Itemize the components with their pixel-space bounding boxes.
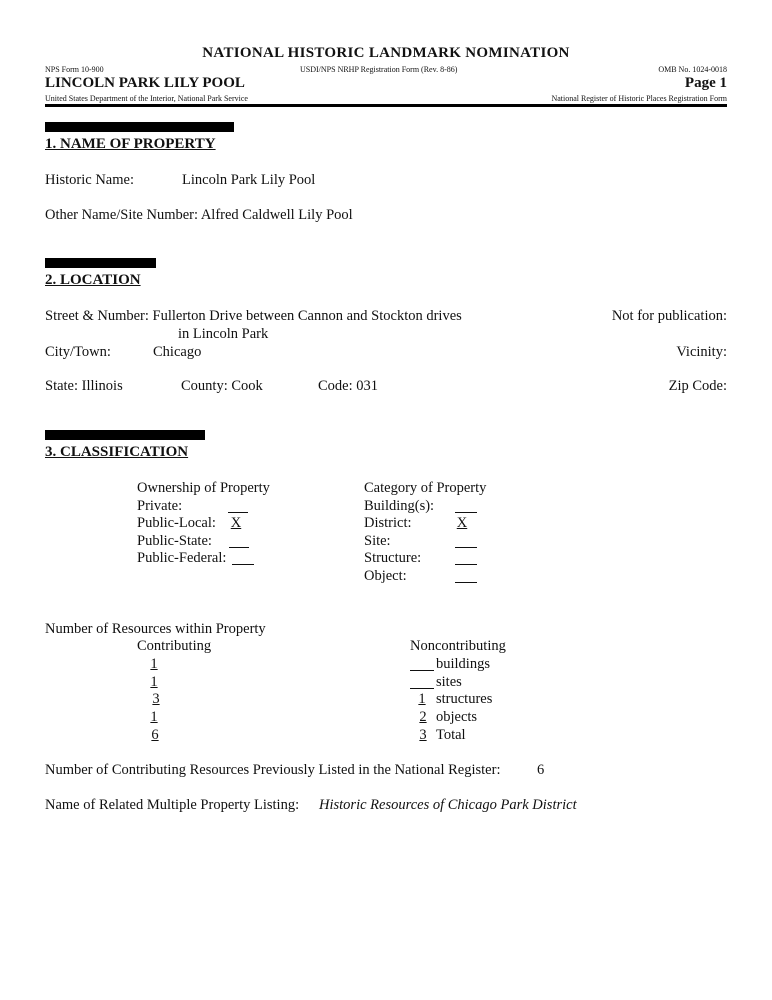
ownership-public-state-label: Public-State: <box>137 533 212 549</box>
previously-listed-value: 6 <box>537 762 545 778</box>
form-number: NPS Form 10-900 <box>45 65 104 74</box>
category-heading: Category of Property <box>364 480 487 496</box>
category-site-blank <box>455 547 477 548</box>
ownership-public-federal-blank <box>232 564 254 565</box>
category-district-label: District: <box>364 515 412 531</box>
historic-name-label: Historic Name: <box>45 172 134 188</box>
not-for-publication: Not for publication: <box>611 308 727 324</box>
contributing-sites: 1 <box>150 674 158 690</box>
noncontributing-heading: Noncontributing <box>410 638 506 654</box>
code: Code: 031 <box>318 378 379 394</box>
noncontributing-buildings-blank <box>410 670 434 671</box>
ownership-public-local-label: Public-Local: <box>137 515 216 531</box>
street-number: Street & Number: Fullerton Drive between Cannon and Stockton drives <box>45 308 462 324</box>
contributing-heading: Contributing <box>137 638 212 654</box>
contributing-objects: 1 <box>150 709 158 725</box>
state: State: Illinois <box>45 378 123 394</box>
city-value: Chicago <box>153 344 202 360</box>
section-3-heading: 3. CLASSIFICATION <box>45 444 189 460</box>
other-name: Other Name/Site Number: Alfred Caldwell Lily Pool <box>45 207 353 223</box>
section-2-heading: 2. LOCATION <box>45 272 141 288</box>
ownership-public-federal-label: Public-Federal: <box>137 550 227 566</box>
historic-name-value: Lincoln Park Lily Pool <box>182 172 316 188</box>
category-building-label: Building(s): <box>364 498 435 514</box>
noncontributing-structures-count: 1 <box>418 691 426 707</box>
form-name: USDI/NPS NRHP Registration Form (Rev. 8-86) <box>300 65 458 74</box>
page-number: Page 1 <box>684 75 727 91</box>
ownership-public-local-mark: X <box>230 515 242 531</box>
property-name: LINCOLN PARK LILY POOL <box>45 75 245 91</box>
ownership-heading: Ownership of Property <box>137 480 270 496</box>
noncontributing-buildings-label: buildings <box>436 656 490 672</box>
department-line: United States Department of the Interior, National Park Service <box>45 94 248 103</box>
category-object-blank <box>455 582 477 583</box>
register-line: National Register of Historic Places Registration Form <box>551 94 727 103</box>
noncontributing-total-count: 3 <box>419 727 427 743</box>
resources-heading: Number of Resources within Property <box>45 621 266 637</box>
section-2-bar <box>45 258 156 268</box>
category-site-label: Site: <box>364 533 391 549</box>
noncontributing-structures-label: structures <box>436 691 493 707</box>
header-rule <box>45 104 727 107</box>
contributing-total: 6 <box>151 727 159 743</box>
city-label: City/Town: <box>45 344 111 360</box>
omb-number: OMB No. 1024-0018 <box>658 65 727 74</box>
category-object-label: Object: <box>364 568 407 584</box>
section-1-bar <box>45 122 234 132</box>
noncontributing-total-label: Total <box>436 727 466 743</box>
street-number-cont: in Lincoln Park <box>178 326 269 342</box>
section-3-bar <box>45 430 205 440</box>
category-structure-blank <box>455 564 477 565</box>
contributing-buildings: 1 <box>150 656 158 672</box>
related-listing-value: Historic Resources of Chicago Park District <box>319 797 577 813</box>
county: County: Cook <box>181 378 263 394</box>
ownership-private-blank <box>228 512 248 513</box>
category-district-mark: X <box>456 515 468 531</box>
zip-code: Zip Code: <box>668 378 727 394</box>
noncontributing-objects-label: objects <box>436 709 478 725</box>
noncontributing-sites-label: sites <box>436 674 462 690</box>
section-1-heading: 1. NAME OF PROPERTY <box>45 136 216 152</box>
category-structure-label: Structure: <box>364 550 422 566</box>
ownership-public-state-blank <box>229 547 249 548</box>
noncontributing-sites-blank <box>410 688 434 689</box>
related-listing-label: Name of Related Multiple Property Listing: <box>45 797 300 813</box>
category-building-blank <box>455 512 477 513</box>
vicinity: Vicinity: <box>676 344 727 360</box>
ownership-private-label: Private: <box>137 498 183 514</box>
contributing-structures: 3 <box>152 691 160 707</box>
noncontributing-objects-count: 2 <box>419 709 427 725</box>
previously-listed-label: Number of Contributing Resources Previously Listed in the National Register: <box>45 762 501 778</box>
document-title: NATIONAL HISTORIC LANDMARK NOMINATION <box>202 45 570 61</box>
